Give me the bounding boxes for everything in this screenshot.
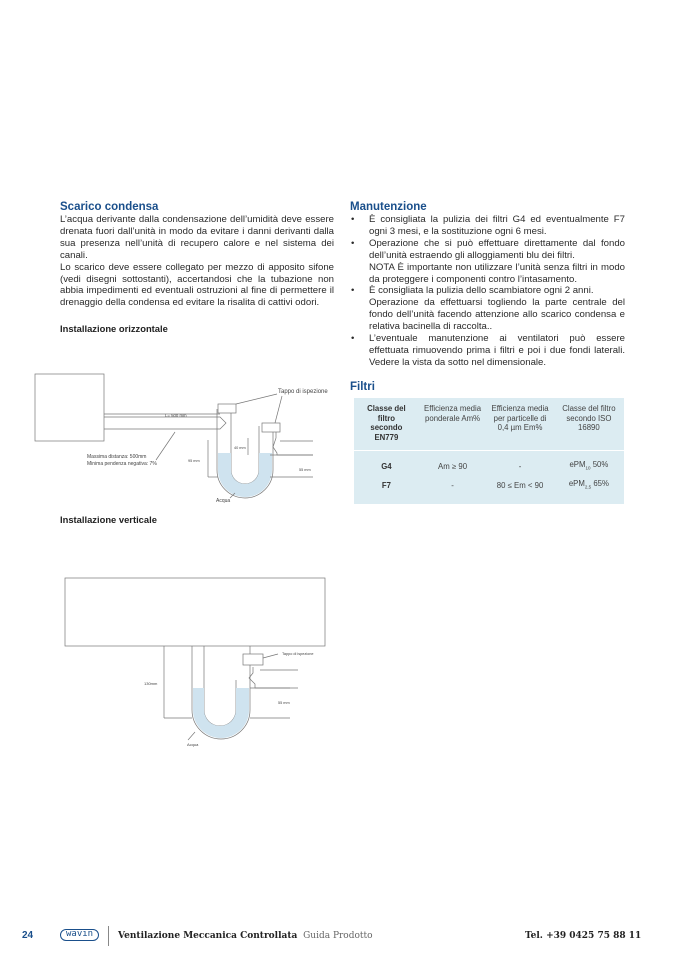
cell-iso: ePM$_{2,5}$ 65%: [568, 479, 609, 490]
header-em: Efficienza media per particelle di 0,4 µm Em%: [491, 404, 549, 433]
unit-box: [65, 578, 325, 646]
cell-class: G4: [381, 461, 392, 471]
table-header-row: [354, 398, 624, 451]
label-slope: Minima pendenza negativa: 7%: [87, 461, 157, 467]
cell-em: -: [518, 461, 522, 471]
label-length: L= 500 mm: [165, 413, 187, 418]
unit-box: [35, 374, 104, 441]
footer-divider: [108, 926, 109, 946]
header-iso: Classe del filtro secondo ISO 16890: [562, 404, 616, 433]
filters-title: Filtri: [350, 380, 375, 393]
note-text: NOTA È importante non utilizzare l’unità senza filtri in modo da proteggere i componenti contro l’intasamento.: [369, 261, 625, 285]
paragraph: L’acqua derivante dalla condensazione dell’umidità deve essere drenata fuori dall’unità in modo da evitare i danni derivanti dalla sua presenza nell’unità di recupero calore e nel sistema dei canali.: [60, 214, 334, 261]
condensate-section: [60, 201, 334, 334]
label-130mm: 130mm: [144, 681, 158, 686]
cell-am: Am ≥ 90: [438, 461, 468, 471]
vertical-install-diagram: [60, 570, 350, 755]
section-title: Manutenzione: [350, 201, 427, 213]
bullet-item: [350, 285, 625, 333]
page-number: 24: [22, 930, 34, 941]
wavin-logo: wavin: [60, 929, 99, 941]
footer-phone: Tel. +39 0425 75 88 11: [525, 931, 642, 941]
cell-em: 80 ≤ Em < 90: [496, 481, 544, 491]
filters-table: [354, 398, 624, 504]
label-tappo: Tappo di ispezione: [282, 652, 314, 656]
label-water: Acqua: [216, 498, 231, 504]
label-95mm: 95 mm: [188, 459, 200, 463]
label-55mm: 55 mm: [278, 701, 290, 705]
maintenance-section: [350, 201, 625, 394]
label-distance: Massima distanza: 500mm: [87, 454, 147, 460]
bullet-item: • L’eventuale manutenzione ai ventilatori può essere effettuata rimuovendo prima i filtri e poi i due fondi laterali. Vedere la vista da sotto nel dimensionale.: [350, 333, 625, 369]
footer-title: Ventilazione Meccanica Controllata Guida Prodotto: [118, 931, 373, 941]
label-40mm: 40 mm: [234, 446, 246, 450]
paragraph: Lo scarico deve essere collegato per mezzo di apposito sifone (vedi disegni sottostanti), accertandosi che la tubazione non abbia impedimenti ed eventuali ostruzioni al fine di permettere il drenaggio della condensa ed evitare la risalita di cattivi odori.: [60, 261, 334, 309]
label-water: Acqua: [187, 742, 199, 747]
label-tappo: Tappo di ispezione: [278, 389, 328, 395]
bullet-text: È consigliata la pulizia dello scambiatore ogni 2 anni.: [369, 285, 594, 297]
cell-am: -: [451, 481, 454, 491]
bullet-text: Operazione che si può effettuare direttamente dal fondo dell’unità estraendo gli alloggiamenti blu dei filtri.: [369, 237, 625, 261]
header-am: Efficienza media ponderale Am%: [424, 404, 482, 423]
subheading-vertical: Installazione verticale: [60, 514, 157, 525]
bullet-subtext: Operazione da effettuarsi togliendo la parte centrale del fondo dell’unità facendo attenzione allo scarico condensa e relativa bacinella di raccolta..: [369, 297, 625, 333]
bullet-item: • È consigliata la pulizia dei filtri G4 ed eventualmente F7 ogni 3 mesi, e la sostituzione ogni 6 mesi.: [350, 214, 625, 238]
table-row: [354, 476, 624, 496]
subheading-horizontal: Installazione orizzontale: [60, 323, 168, 335]
table-row: [354, 457, 624, 477]
bullet-item: [350, 238, 625, 286]
cell-class: F7: [381, 481, 391, 491]
cell-iso: ePM$_{10}$ 50%: [569, 459, 609, 471]
horizontal-install-diagram: [30, 360, 340, 510]
header-class: Classe del filtro secondo EN779: [367, 404, 406, 442]
section-title: Scarico condensa: [60, 201, 159, 213]
label-55mm: 55 mm: [299, 468, 311, 472]
